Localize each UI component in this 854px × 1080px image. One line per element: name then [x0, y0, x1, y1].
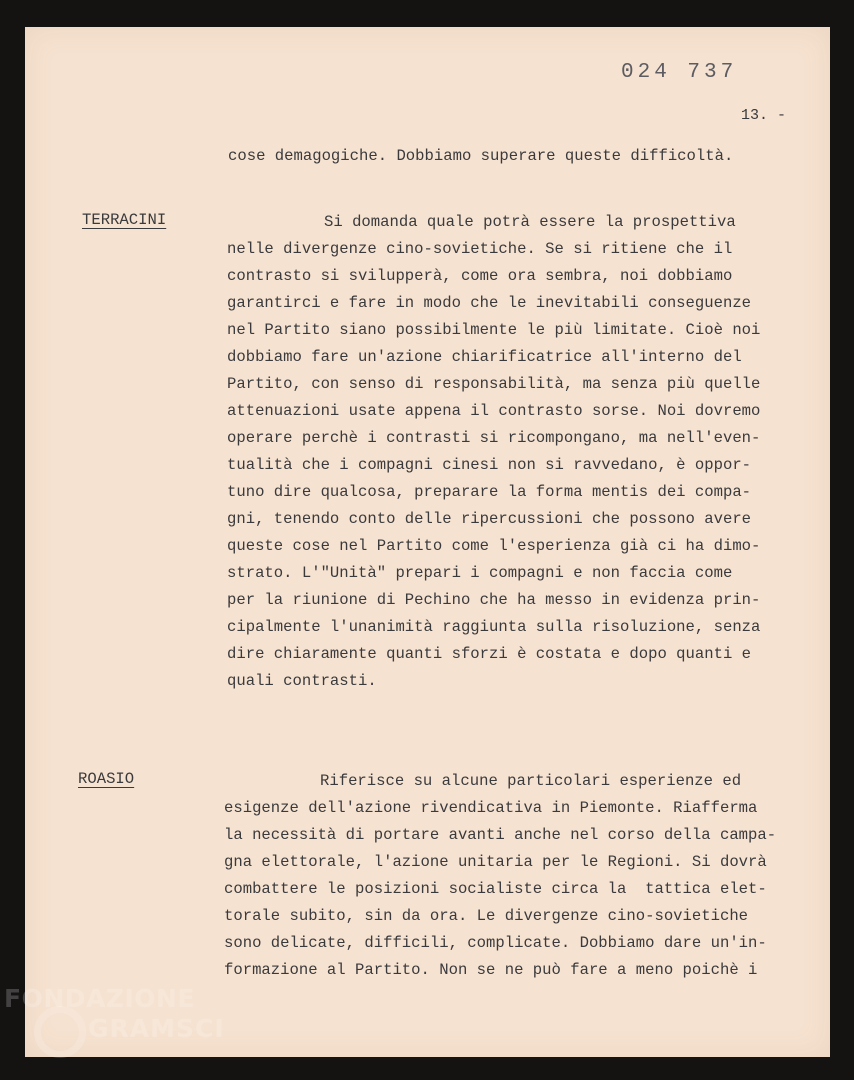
watermark-line1: FONDAZIONE — [4, 984, 196, 1013]
text-line: contrasto si svilupperà, come ora sembra, noi dobbiamo — [227, 267, 733, 285]
fondazione-gramsci-watermark — [4, 984, 225, 1074]
text-line: garantirci e fare in modo che le inevitabili conseguenze — [227, 294, 752, 312]
text-line: per la riunione di Pechino che ha messo in evidenza prin- — [227, 591, 761, 609]
text-line: nel Partito siano possibilmente le più limitate. Cioè noi — [227, 321, 761, 339]
speaker-name-roasio: ROASIO — [78, 770, 135, 788]
text-line: quali contrasti. — [227, 672, 377, 690]
text-line: Riferisce su alcune particolari esperienze ed — [320, 772, 742, 790]
text-line: combattere le posizioni socialiste circa la tattica elet- — [224, 880, 767, 898]
text-line: attenuazioni usate appena il contrasto sorse. Noi dovremo — [227, 402, 761, 420]
text-line: dire chiaramente quanti sforzi è costata e dopo quanti e — [227, 645, 752, 663]
text-line: dobbiamo fare un'azione chiarificatrice all'interno del — [227, 348, 742, 366]
text-line: strato. L'"Unità" prepari i compagni e non faccia come — [227, 564, 733, 582]
text-line: cipalmente l'unanimità raggiunta sulla risoluzione, senza — [227, 618, 761, 636]
text-line: queste cose nel Partito come l'esperienza già ci ha dimo- — [227, 537, 761, 555]
text-line: tualità che i compagni cinesi non si ravvedano, è oppor- — [227, 456, 752, 474]
text-line: gni, tenendo conto delle ripercussioni che possono avere — [227, 510, 752, 528]
document-page — [25, 27, 830, 1057]
text-line: torale subito, sin da ora. Le divergenze cino-sovietiche — [224, 907, 749, 925]
watermark-line2: GRAMSCI — [88, 1014, 225, 1043]
page-number: 13. - — [741, 107, 787, 124]
text-line: formazione al Partito. Non se ne può fare a meno poichè i — [224, 961, 758, 979]
text-line: sono delicate, difficili, complicate. Dobbiamo dare un'in- — [224, 934, 767, 952]
text-line: cose demagogiche. Dobbiamo superare queste difficoltà. — [228, 147, 734, 165]
speaker-name-terracini: TERRACINI — [82, 211, 167, 229]
text-line: Si domanda quale potrà essere la prospettiva — [324, 213, 736, 231]
text-line: operare perchè i contrasti si ricompongano, ma nell'even- — [227, 429, 761, 447]
text-line: tuno dire qualcosa, preparare la forma mentis dei compa- — [227, 483, 752, 501]
text-line: gna elettorale, l'azione unitaria per le Regioni. Si dovrà — [224, 853, 767, 871]
archive-number: 024 737 — [621, 61, 738, 84]
text-line: esigenze dell'azione rivendicativa in Piemonte. Riafferma — [224, 799, 758, 817]
text-line: Partito, con senso di responsabilità, ma senza più quelle — [227, 375, 761, 393]
text-line: nelle divergenze cino-sovietiche. Se si ritiene che il — [227, 240, 733, 258]
text-line: la necessità di portare avanti anche nel corso della campa- — [224, 826, 777, 844]
watermark-g-mark — [34, 1006, 86, 1058]
